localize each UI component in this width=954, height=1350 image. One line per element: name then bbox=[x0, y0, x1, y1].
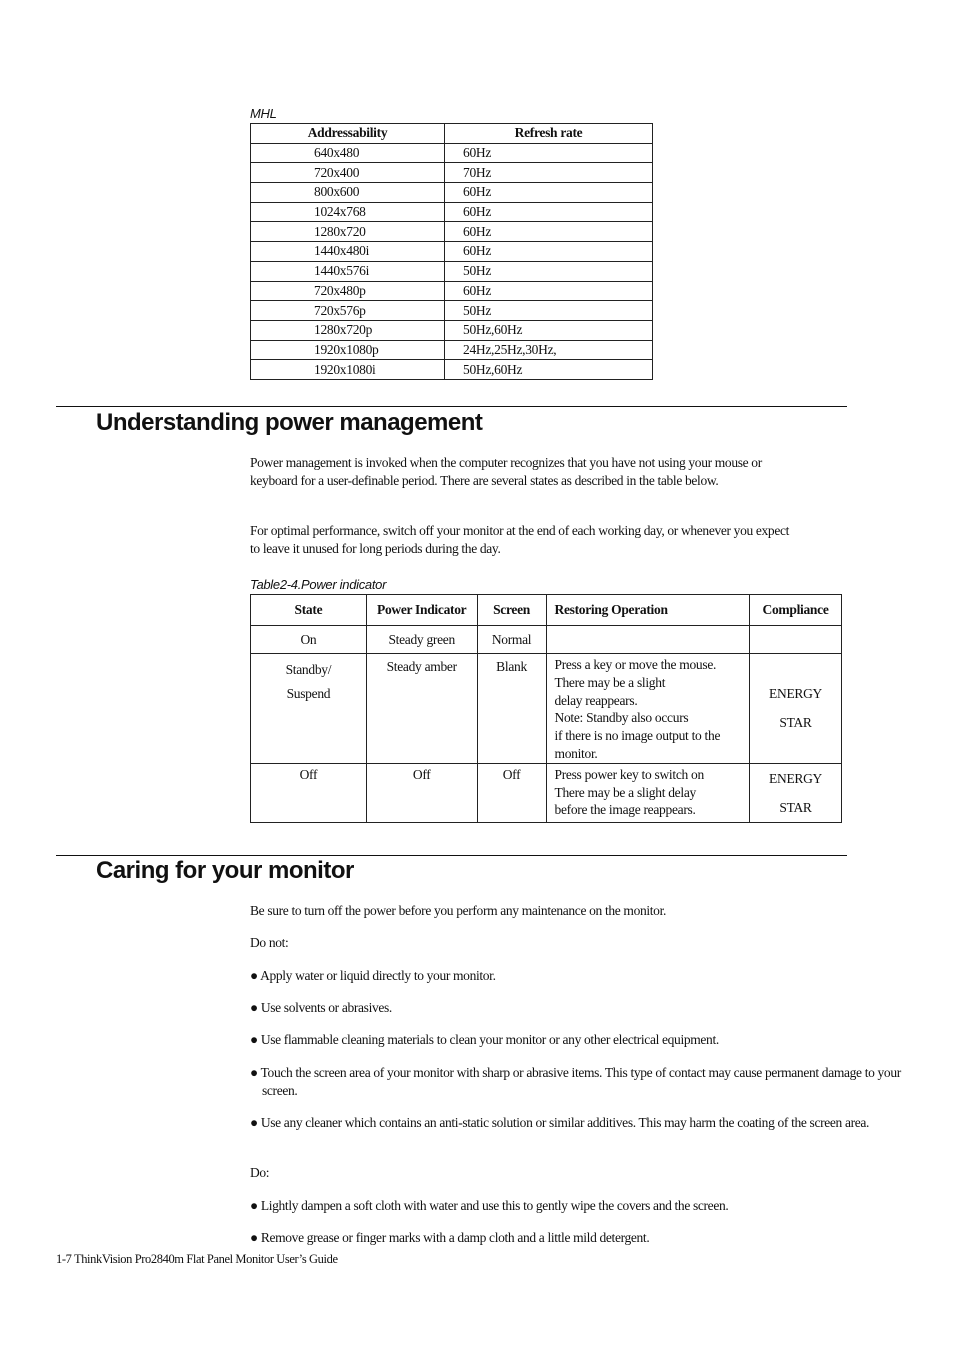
table-row bbox=[251, 626, 842, 654]
table-row bbox=[251, 763, 842, 822]
restoring-line: Press power key to switch on bbox=[554, 766, 704, 782]
compliance-cell bbox=[750, 626, 842, 654]
addressability-cell: 1280x720 bbox=[251, 222, 445, 242]
table-row bbox=[251, 654, 842, 764]
refresh-rate-cell: 50Hz bbox=[445, 261, 653, 281]
restoring-cell bbox=[546, 763, 750, 822]
refresh-rate-cell: 50Hz,60Hz bbox=[445, 320, 653, 340]
table-row bbox=[251, 242, 653, 262]
list-item: ● Use solvents or abrasives. bbox=[250, 1000, 392, 1015]
state-line: Suspend bbox=[286, 686, 331, 701]
table-row bbox=[251, 340, 653, 360]
list-item: ● Apply water or liquid directly to your monitor. bbox=[250, 968, 496, 983]
refresh-rate-cell: 60Hz bbox=[445, 242, 653, 262]
table-row bbox=[251, 163, 653, 183]
header-state: State bbox=[251, 595, 367, 626]
addressability-cell: 1440x576i bbox=[251, 261, 445, 281]
refresh-rate-cell: 50Hz,60Hz bbox=[445, 360, 653, 380]
restoring-line: monitor. bbox=[554, 745, 598, 761]
mhl-header-row bbox=[251, 124, 653, 144]
restoring-line: There may be a slight bbox=[554, 674, 666, 690]
refresh-rate-cell: 60Hz bbox=[445, 143, 653, 163]
table-row bbox=[251, 360, 653, 380]
table-row bbox=[251, 222, 653, 242]
power-table-caption: Table2-4.Power indicator bbox=[250, 577, 387, 592]
power-paragraph-1: Power management is invoked when the computer recognizes that you have not using your mouse or keyboard for a user-definable period. There are several states as described in the table below. bbox=[250, 455, 762, 488]
restoring-cell bbox=[546, 626, 750, 654]
addressability-cell: 1280x720p bbox=[251, 320, 445, 340]
state-line: Standby/ bbox=[285, 662, 332, 677]
addressability-cell: 800x600 bbox=[251, 183, 445, 203]
section-divider bbox=[56, 406, 847, 407]
state-line: On bbox=[300, 631, 317, 647]
restoring-line: Press a key or move the mouse. bbox=[554, 657, 717, 672]
page-footer: 1-7 ThinkVision Pro2840m Flat Panel Monitor User’s Guide bbox=[56, 1252, 338, 1266]
table-row bbox=[251, 301, 653, 321]
header-restoring-operation: Restoring Operation bbox=[546, 595, 750, 626]
screen-cell: Normal bbox=[477, 626, 546, 654]
compliance-line: STAR bbox=[779, 799, 812, 815]
mhl-header-refresh-rate: Refresh rate bbox=[445, 124, 653, 144]
header-power-indicator: Power Indicator bbox=[366, 595, 477, 626]
table-row bbox=[251, 261, 653, 281]
refresh-rate-cell: 50Hz bbox=[445, 301, 653, 321]
addressability-cell: 1440x480i bbox=[251, 242, 445, 262]
list-item: ● Use flammable cleaning materials to clean your monitor or any other electrical equipment. bbox=[250, 1032, 719, 1047]
compliance-cell bbox=[750, 654, 842, 764]
indicator-cell: Steady amber bbox=[366, 654, 477, 764]
compliance-line: STAR bbox=[779, 715, 812, 731]
caring-intro: Be sure to turn off the power before you perform any maintenance on the monitor. bbox=[250, 903, 666, 918]
mhl-header-addressability: Addressability bbox=[251, 124, 445, 144]
list-item: ● Use any cleaner which contains an anti-static solution or similar additives. This may harm the coating of the screen area. bbox=[250, 1115, 870, 1130]
refresh-rate-cell: 60Hz bbox=[445, 222, 653, 242]
power-header-row bbox=[251, 595, 842, 626]
table-row bbox=[251, 320, 653, 340]
addressability-cell: 720x480p bbox=[251, 281, 445, 301]
do-not-label: Do not: bbox=[250, 935, 289, 950]
do-label: Do: bbox=[250, 1165, 270, 1180]
restoring-line: before the image reappears. bbox=[554, 802, 696, 818]
restoring-line: Note: Standby also occurs bbox=[554, 710, 689, 726]
section-heading-caring: Caring for your monitor bbox=[96, 857, 354, 884]
list-item: ● Lightly dampen a soft cloth with water and use this to gently wipe the covers and the screen. bbox=[250, 1198, 729, 1213]
header-screen: Screen bbox=[477, 595, 546, 626]
state-cell bbox=[251, 654, 367, 764]
compliance-line: ENERGY bbox=[769, 686, 822, 702]
power-paragraph-2: For optimal performance, switch off your monitor at the end of each working day, or whenever you expect to leave it unused for long periods during the day. bbox=[250, 523, 790, 556]
state-line: Off bbox=[299, 766, 318, 782]
addressability-cell: 720x576p bbox=[251, 301, 445, 321]
restoring-line: There may be a slight delay bbox=[554, 784, 696, 800]
refresh-rate-cell: 60Hz bbox=[445, 183, 653, 203]
state-cell bbox=[251, 626, 367, 654]
state-cell bbox=[251, 763, 367, 822]
refresh-rate-cell: 70Hz bbox=[445, 163, 653, 183]
list-item: ● Touch the screen area of your monitor with sharp or abrasive items. This type of contact may cause permanent damage to your screen. bbox=[250, 1065, 901, 1098]
refresh-rate-cell: 60Hz bbox=[445, 281, 653, 301]
indicator-cell: Off bbox=[366, 763, 477, 822]
section-heading-power: Understanding power management bbox=[96, 409, 483, 436]
refresh-rate-cell: 24Hz,25Hz,30Hz, bbox=[445, 340, 653, 360]
restoring-line: if there is no image output to the bbox=[554, 728, 721, 744]
addressability-cell: 1920x1080p bbox=[251, 340, 445, 360]
compliance-cell bbox=[750, 763, 842, 822]
table-row bbox=[251, 143, 653, 163]
table-row bbox=[251, 202, 653, 222]
indicator-cell: Steady green bbox=[366, 626, 477, 654]
restoring-cell bbox=[546, 654, 750, 764]
screen-cell: Off bbox=[477, 763, 546, 822]
addressability-cell: 1024x768 bbox=[251, 202, 445, 222]
table-row bbox=[251, 183, 653, 203]
list-item: ● Remove grease or finger marks with a damp cloth and a little mild detergent. bbox=[250, 1230, 650, 1245]
mhl-table bbox=[250, 123, 653, 380]
refresh-rate-cell: 60Hz bbox=[445, 202, 653, 222]
section-divider bbox=[56, 855, 847, 856]
addressability-cell: 720x400 bbox=[251, 163, 445, 183]
table-row bbox=[251, 281, 653, 301]
restoring-line: delay reappears. bbox=[554, 692, 638, 708]
compliance-line: ENERGY bbox=[769, 770, 822, 786]
addressability-cell: 640x480 bbox=[251, 143, 445, 163]
mhl-caption: MHL bbox=[250, 106, 277, 121]
screen-cell: Blank bbox=[477, 654, 546, 764]
addressability-cell: 1920x1080i bbox=[251, 360, 445, 380]
header-compliance: Compliance bbox=[750, 595, 842, 626]
power-indicator-table bbox=[250, 594, 842, 823]
